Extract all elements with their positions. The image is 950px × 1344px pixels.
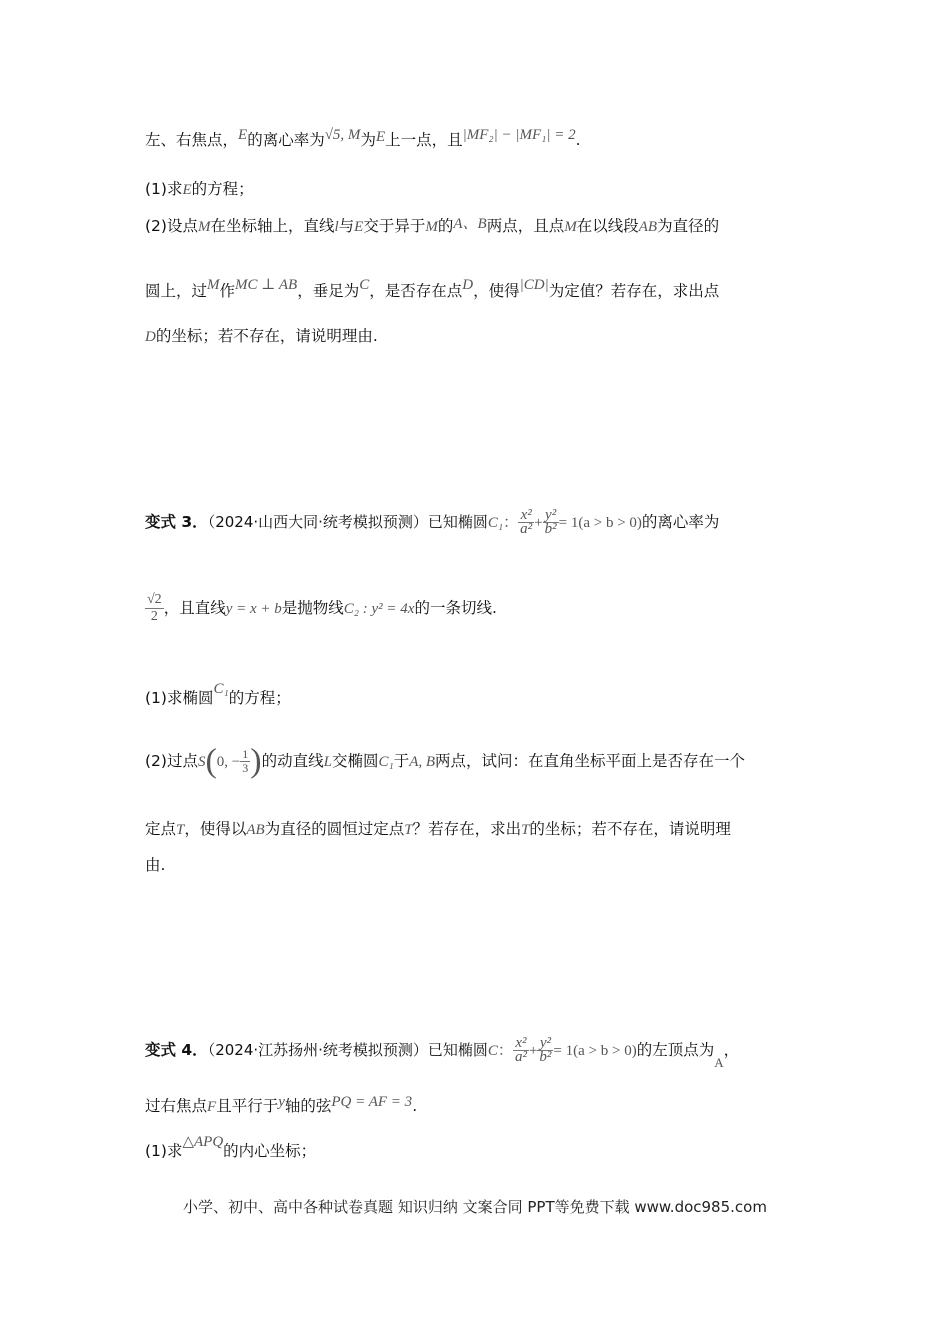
b1-q2 (145, 213, 719, 238)
math-A: A (714, 1055, 724, 1070)
b3-q1 (145, 1131, 316, 1162)
frac-den: a² (514, 1049, 527, 1065)
fraction-x2-a2 (513, 1037, 529, 1064)
math-M: M (564, 219, 577, 235)
b3-line1 (145, 1037, 739, 1074)
footer-text: 小学、初中、高中各种试卷真题 知识归纳 文案合同 PPT等免费下载 www.doc985.com (183, 1198, 767, 1216)
frac-num: y² (543, 509, 559, 523)
math-L: L (323, 754, 332, 770)
text: ，是否存在点 (369, 282, 463, 300)
math-F: F (207, 1099, 217, 1115)
math-eq: = 1(a > b > 0) (553, 1043, 637, 1059)
math-M: M (207, 277, 220, 293)
frac-num: y² (537, 1037, 553, 1051)
math-E: E (375, 129, 386, 145)
math-AB: A, B (409, 754, 436, 770)
math-l: l (334, 219, 339, 235)
math-sqrt5-M: √5, M (324, 127, 361, 143)
b1-q2-line3 (145, 325, 378, 348)
math-line: y = x + b (225, 601, 282, 617)
math-T: T (176, 822, 185, 838)
text: . (412, 1097, 418, 1115)
frac-den: 2 (150, 609, 158, 624)
math-C1: C₁ (487, 515, 504, 531)
text: 的方程； (228, 689, 291, 707)
exercise-label: 变式 3． (145, 513, 208, 531)
b1-line1 (145, 124, 581, 151)
math-M: M (425, 219, 438, 235)
math-E: E (238, 127, 248, 143)
math-CD: |CD| (519, 277, 549, 293)
math-S-coords: 0, − (216, 754, 241, 770)
text: 为 (360, 131, 376, 149)
math-C1: C₁ (213, 681, 229, 697)
text: ，使得 (473, 282, 520, 300)
text: ： (503, 515, 519, 531)
text: + (534, 515, 543, 531)
frac-den: a² (520, 521, 533, 537)
frac-num: x² (513, 1037, 529, 1051)
math-perp: MC ⊥ AB (235, 277, 298, 293)
text: 定点 (145, 820, 177, 838)
text: . (575, 131, 581, 149)
text: 过右焦点 (145, 1097, 208, 1115)
text: 的离心率为 (641, 513, 720, 531)
text: (1)求 (145, 1142, 183, 1160)
text: 上一点，且 (385, 131, 463, 149)
b2-q2-line2 (145, 818, 731, 841)
math-C1: C₁ (378, 754, 394, 770)
text: 的方程； (191, 180, 254, 198)
text: ， (723, 1041, 740, 1059)
math-C: C (359, 277, 370, 293)
math-y: y (278, 1094, 285, 1110)
paren-close: ) (250, 742, 262, 780)
math-E: E (182, 182, 192, 198)
b2-line1 (145, 509, 719, 536)
text: (2)设点 (145, 217, 198, 235)
text: ，使得以 (184, 820, 247, 838)
text: 交椭圆 (331, 752, 379, 770)
text: 圆上，过 (145, 282, 208, 300)
math-T: T (521, 822, 530, 838)
math-M: M (197, 219, 211, 235)
exercise-label: 变式 4． (145, 1041, 208, 1059)
b1-q2-line2 (145, 274, 719, 302)
text: ？若存在，求出 (412, 820, 522, 838)
math-mf-formula: |MF₂| − |MF₁| = 2 (462, 127, 576, 143)
fraction-sqrt2-2 (145, 592, 164, 625)
math-S: S (197, 754, 206, 770)
text: 轴的弦 (284, 1097, 332, 1115)
text: 两点，试问：在直角坐标平面上是否存在一个 (435, 752, 746, 770)
text: 的 (437, 217, 454, 235)
text: 为直径的 (657, 217, 720, 235)
frac-num: √2 (147, 592, 162, 607)
math-AB: A、B (453, 216, 487, 232)
math-PQ-AF: PQ = AF = 3 (331, 1094, 413, 1110)
math-D: D (462, 277, 474, 293)
text: ，且直线 (163, 599, 226, 617)
math-AB: AB (246, 822, 265, 838)
text: 的坐标；若不存在，请说明理 (529, 820, 731, 838)
fraction-y2-b2 (543, 509, 559, 536)
math-C: C (487, 1043, 498, 1059)
text: 为定值？若存在，求出点 (548, 282, 720, 300)
math-eq: = 1(a > b > 0) (558, 515, 642, 531)
text: 是抛物线 (281, 599, 344, 617)
text: 在坐标轴上，直线 (210, 217, 335, 235)
math-T: T (404, 822, 413, 838)
text: （2024·山西大同·统考模拟预测）已知椭圆 (207, 513, 488, 531)
frac-den: b² (544, 521, 557, 537)
math-AB: AB (638, 219, 658, 235)
text: 左、右焦点， (145, 131, 239, 149)
text: 与 (338, 217, 355, 235)
text: （2024·江苏扬州·统考模拟预测）已知椭圆 (207, 1041, 488, 1059)
frac-num: x² (518, 509, 534, 523)
text: 的一条切线. (414, 599, 497, 617)
frac-den: b² (539, 1049, 552, 1065)
text: 在以线段 (576, 217, 639, 235)
text: (2)过点 (145, 752, 198, 770)
text: 的离心率为 (247, 131, 325, 149)
text: 于 (393, 752, 410, 770)
text: ，垂足为 (297, 282, 360, 300)
text: ： (497, 1043, 513, 1059)
fraction-x2-a2 (518, 509, 534, 536)
math-triangle-APQ: △APQ (182, 1134, 224, 1150)
fraction-1-3 (240, 748, 250, 775)
b2-q2 (145, 738, 745, 785)
b1-q1 (145, 178, 254, 201)
text: (1)求椭圆 (145, 689, 214, 707)
frac-num: 1 (242, 747, 249, 761)
text: 的左顶点为 (636, 1041, 715, 1059)
text: 交于异于 (363, 217, 426, 235)
text: 作 (219, 282, 236, 300)
b2-q2-line3 (145, 854, 165, 876)
text: 的内心坐标； (223, 1142, 317, 1160)
text: + (528, 1043, 538, 1059)
math-parabola: C₂ : y² = 4x (343, 601, 415, 617)
paren-open: ( (205, 742, 217, 780)
b2-q1 (145, 678, 291, 709)
b3-line2 (145, 1091, 417, 1118)
text: 为直径的圆恒过定点 (264, 820, 405, 838)
text: 的坐标；若不存在，请说明理由. (155, 327, 378, 345)
text: 的动直线 (261, 752, 324, 770)
fraction-y2-b2 (537, 1037, 553, 1064)
text: (1)求 (145, 180, 183, 198)
frac-den: 3 (242, 761, 249, 775)
text: 且平行于 (216, 1097, 279, 1115)
math-E: E (354, 219, 364, 235)
page-footer (0, 1196, 950, 1217)
math-D: D (145, 329, 156, 345)
text: 两点，且点 (486, 217, 565, 235)
b2-line2 (145, 592, 497, 625)
text: 由. (145, 856, 166, 874)
